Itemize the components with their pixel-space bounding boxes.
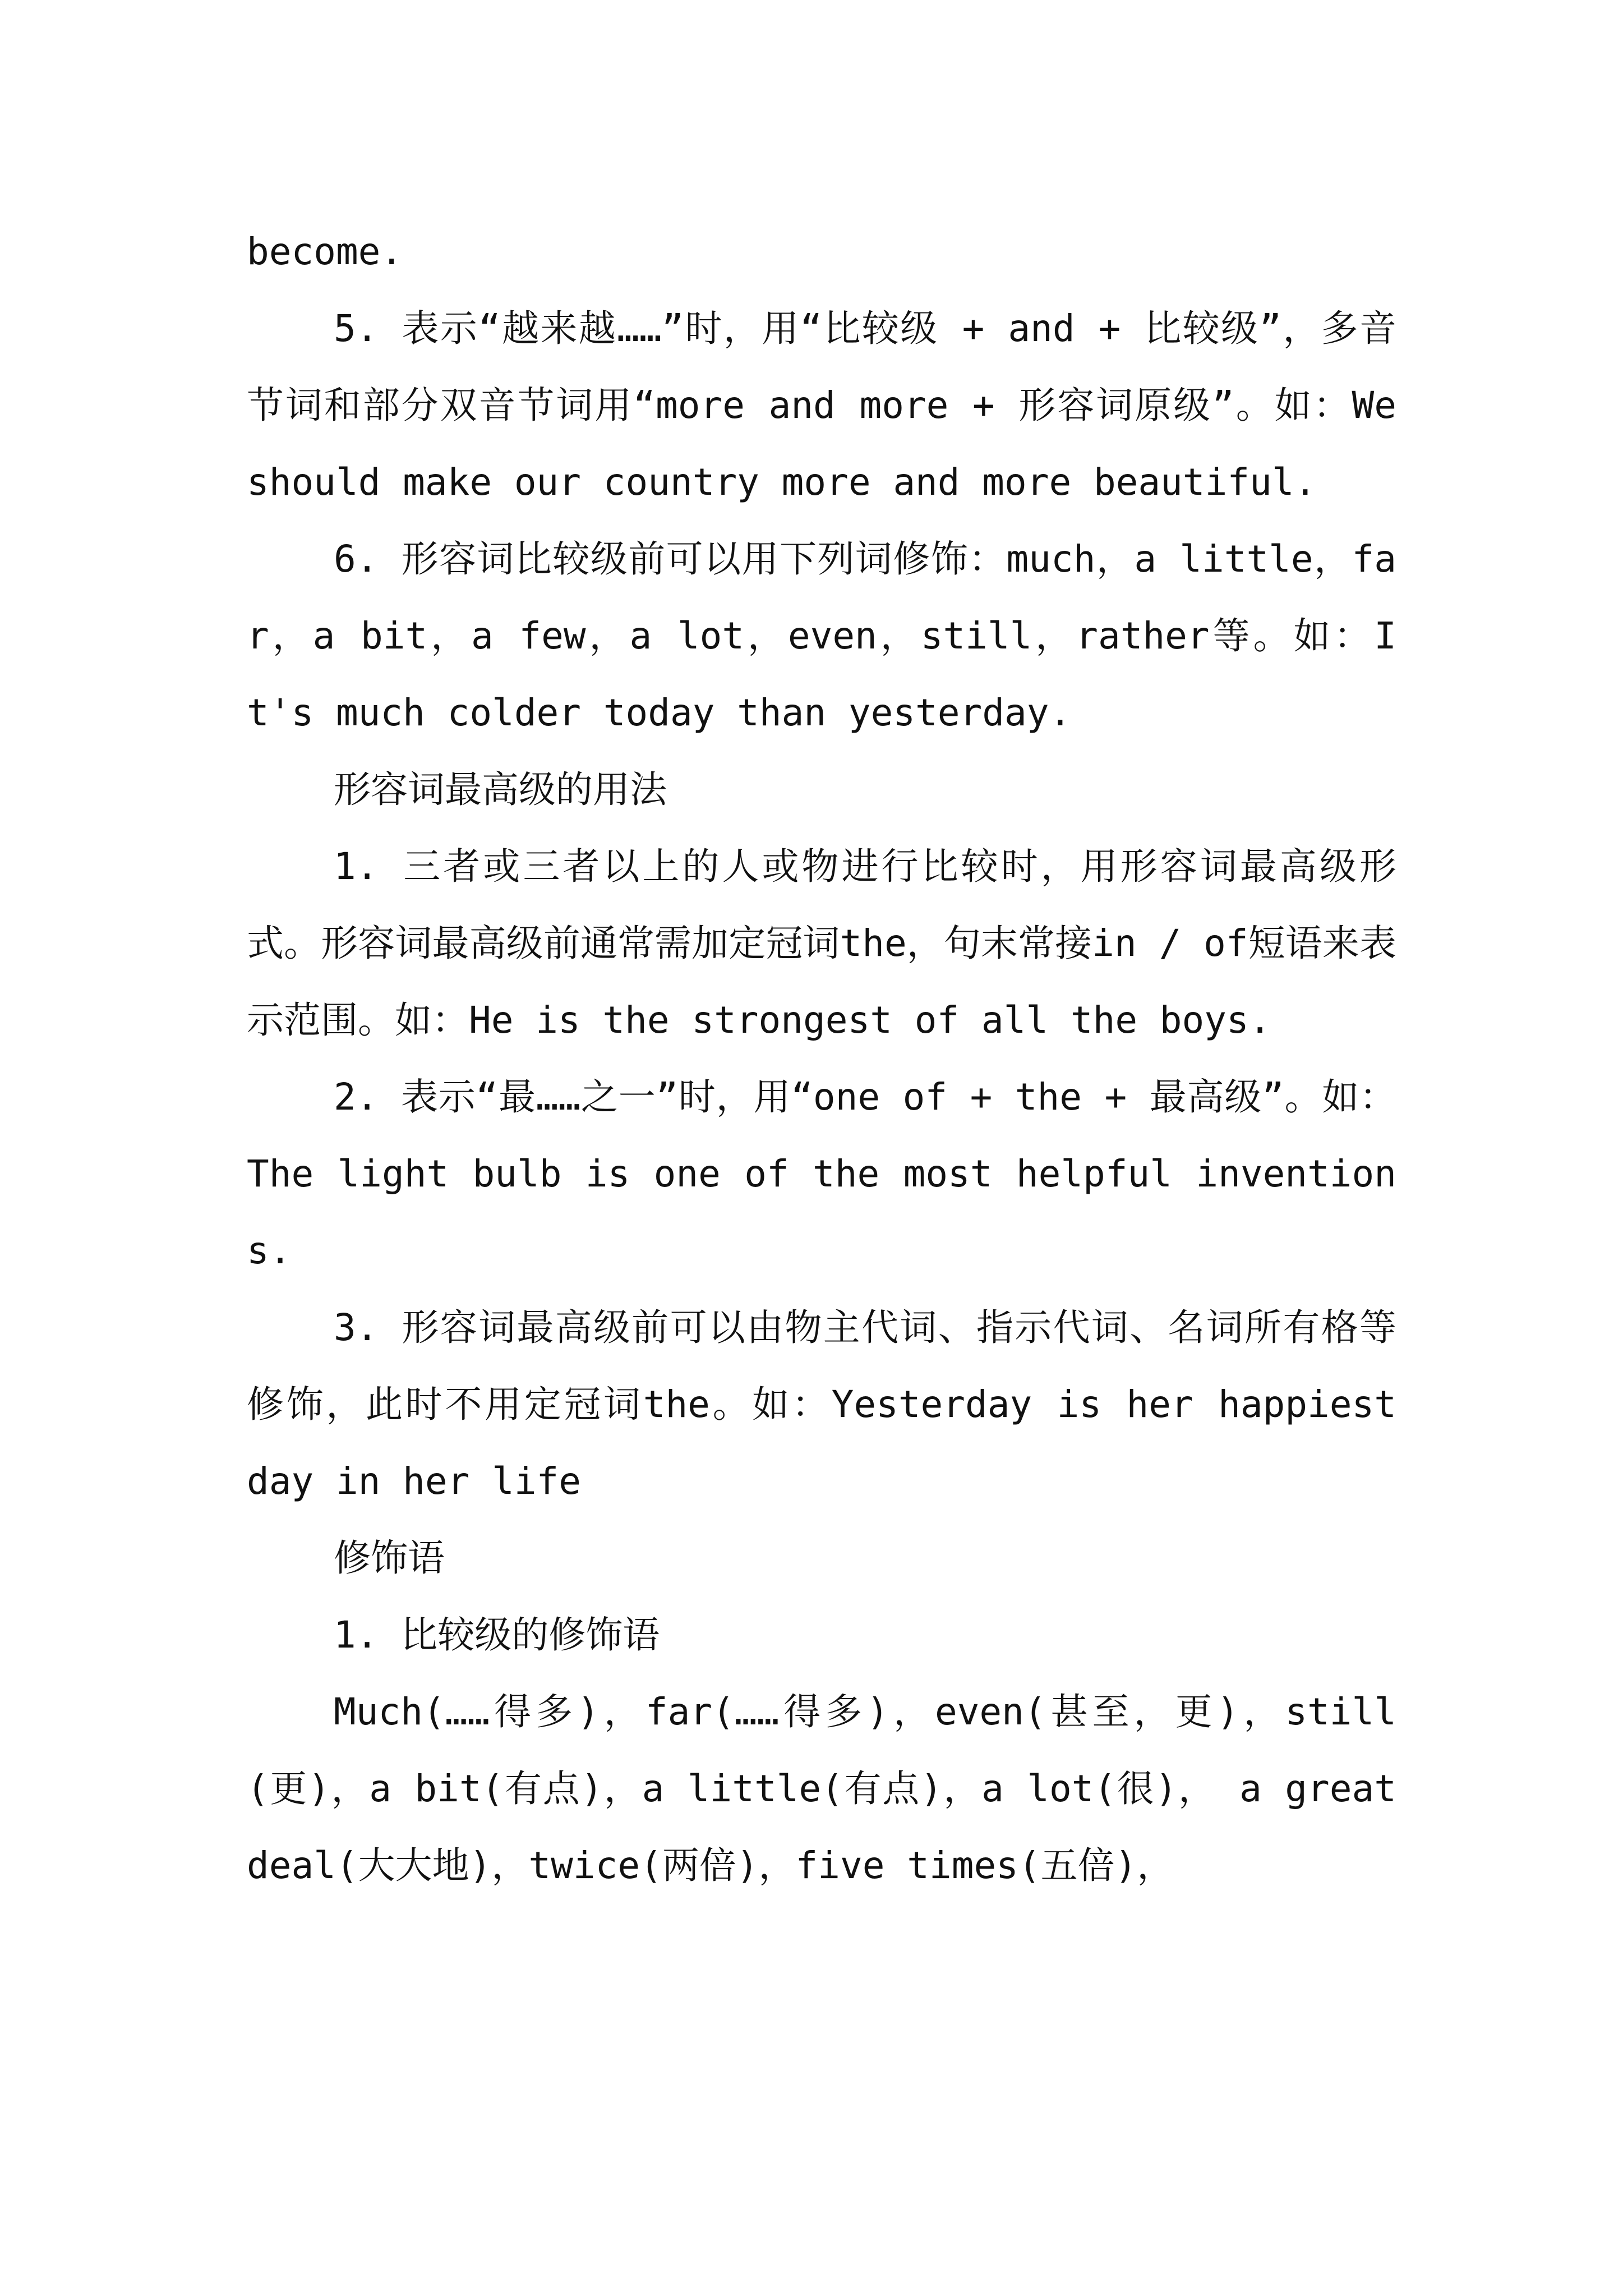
subheading-comparative-modifiers: 1. 比较级的修饰语 <box>334 1613 660 1657</box>
paragraph-become: become. <box>247 230 403 273</box>
document-body <box>247 213 1396 1904</box>
paragraph-superlative-rule-3: 3. 形容词最高级前可以由物主代词、指示代词、名词所有格等修饰，此时不用定冠词the。如：Yesterday is her happiest day in her life <box>247 1306 1396 1503</box>
paragraph-comparative-rule-6: 6. 形容词比较级前可以用下列词修饰：much，a little，far，a bit，a few，a lot，even，still，rather等。如：It's much colder today than yesterday. <box>247 537 1396 734</box>
section-heading-modifiers: 修饰语 <box>334 1536 445 1580</box>
paragraph-superlative-rule-1: 1. 三者或三者以上的人或物进行比较时，用形容词最高级形式。形容词最高级前通常需加定冠词the，句末常接in / of短语来表示范围。如：He is the strongest of all the boys. <box>247 845 1396 1042</box>
paragraph-modifier-list: Much(……得多)，far(……得多)，even(甚至，更)，still(更)，a bit(有点)，a little(有点)，a lot(很)， a great deal(大大地)，twice(两倍)，five times(五倍)， <box>247 1690 1396 1887</box>
paragraph-comparative-rule-5: 5. 表示“越来越……”时，用“比较级 + and + 比较级”，多音节词和部分双音节词用“more and more + 形容词原级”。如：We should make our country more and more beautiful. <box>247 307 1396 504</box>
section-heading-superlative-usage: 形容词最高级的用法 <box>334 768 667 811</box>
paragraph-superlative-rule-2: 2. 表示“最……之一”时，用“one of + the + 最高级”。如：The light bulb is one of the most helpful inventions. <box>247 1075 1396 1272</box>
